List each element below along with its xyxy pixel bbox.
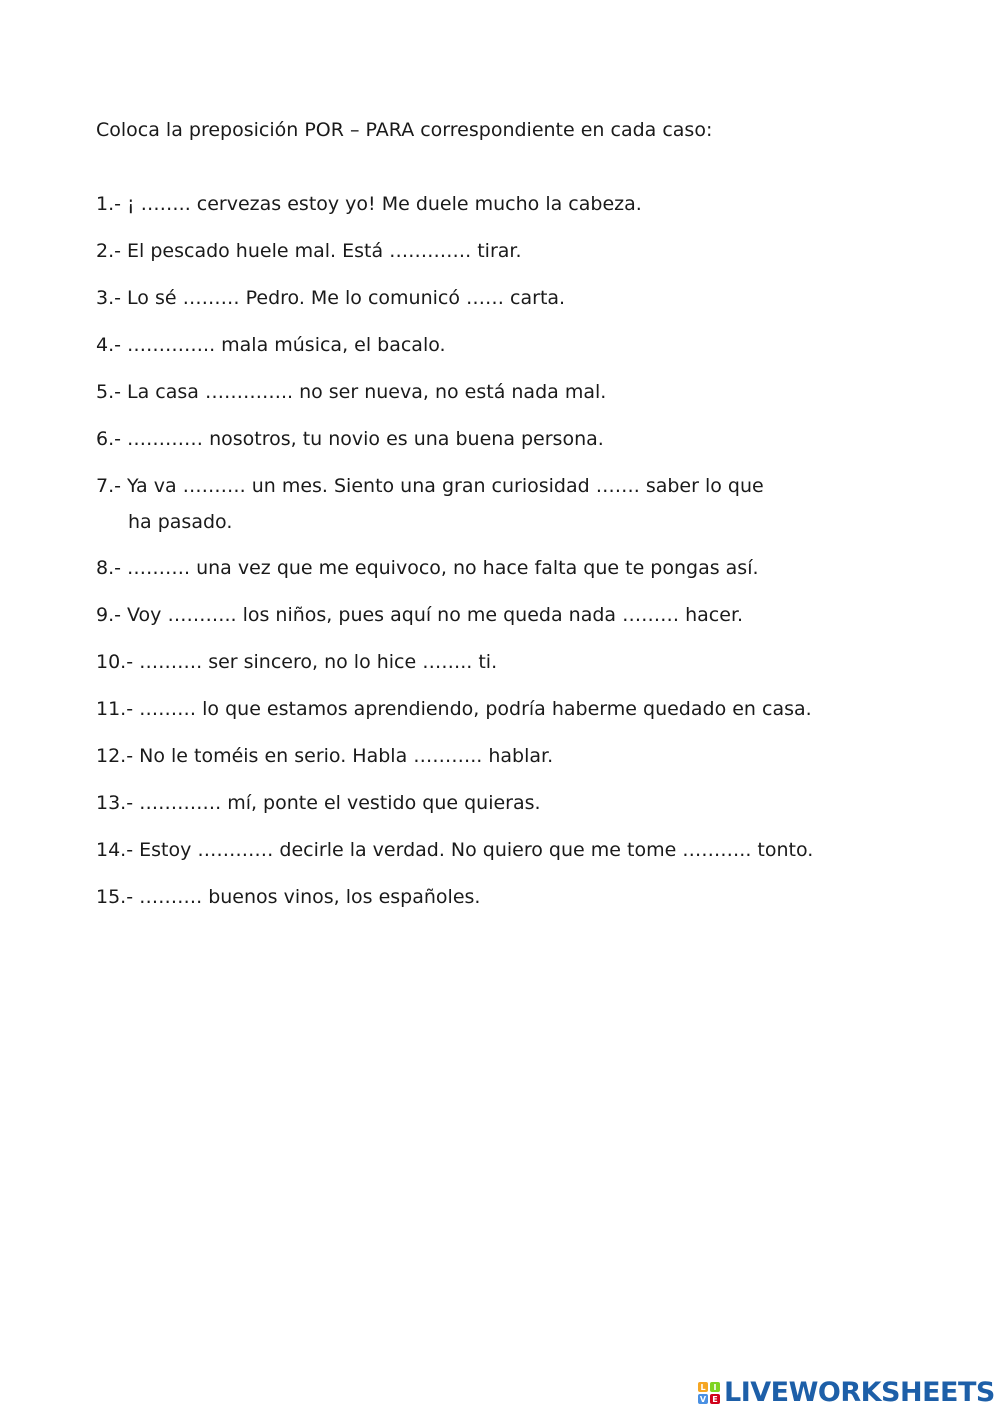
exercise-item: 5.- La casa ………….. no ser nueva, no está nada mal. xyxy=(96,381,607,403)
exercise-item: 3.- Lo sé ……… Pedro. Me lo comunicó …… carta. xyxy=(96,287,566,309)
liveworksheets-logo xyxy=(698,1378,995,1408)
exercise-item: 12.- No le toméis en serio. Habla ……….. hablar. xyxy=(96,745,554,767)
exercise-item-continuation: ha pasado. xyxy=(128,511,233,533)
exercise-item: 2.- El pescado huele mal. Está …………. tirar. xyxy=(96,240,522,262)
exercise-item: 8.- ………. una vez que me equivoco, no hace falta que te pongas así. xyxy=(96,557,759,579)
exercise-item: 1.- ¡ …….. cervezas estoy yo! Me duele mucho la cabeza. xyxy=(96,193,642,215)
exercise-item: 15.- ………. buenos vinos, los españoles. xyxy=(96,886,481,908)
instruction-text: Coloca la preposición POR – PARA correspondiente en cada caso: xyxy=(96,119,713,141)
exercise-item: 13.- …………. mí, ponte el vestido que quieras. xyxy=(96,792,541,814)
exercise-item: 4.- ………….. mala música, el bacalo. xyxy=(96,334,446,356)
exercise-item: 6.- ………… nosotros, tu novio es una buena persona. xyxy=(96,428,604,450)
exercise-item: 7.- Ya va ………. un mes. Siento una gran curiosidad ……. saber lo que ha pasado. xyxy=(96,468,764,540)
exercise-item: 11.- ……… lo que estamos aprendiendo, podría haberme quedado en casa. xyxy=(96,698,812,720)
exercise-item: 14.- Estoy ………… decirle la verdad. No quiero que me tome ……….. tonto. xyxy=(96,839,814,861)
logo-mark-icon: L I V E xyxy=(698,1382,720,1404)
exercise-item: 9.- Voy ……….. los niños, pues aquí no me queda nada ……… hacer. xyxy=(96,604,744,626)
exercise-item: 10.- ………. ser sincero, no lo hice …….. ti. xyxy=(96,651,498,673)
brand-name: LIVEWORKSHEETS xyxy=(724,1377,995,1408)
